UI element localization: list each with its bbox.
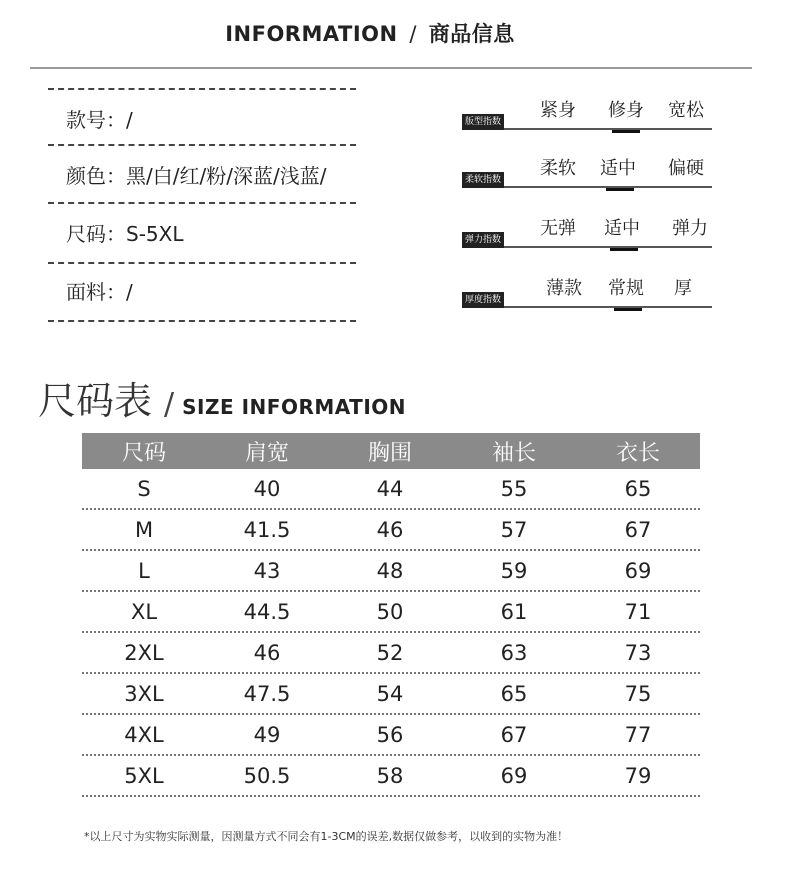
table-cell: 46: [253, 640, 281, 665]
table-row: [82, 674, 700, 715]
size-value: S-5XL: [126, 222, 184, 246]
elasticity-index: [462, 214, 762, 248]
page-header: [0, 18, 740, 48]
table-cell: 50: [376, 599, 404, 624]
selected-marker: [612, 130, 640, 133]
table-row: [82, 633, 700, 674]
table-cell: 67: [624, 517, 652, 542]
header-rule: [30, 67, 752, 69]
thickness-index: [462, 274, 762, 308]
index-label: 柔软指数: [462, 172, 504, 188]
header-cell: 尺码: [121, 440, 166, 466]
table-cell: 44.5: [243, 599, 291, 624]
size-label: 尺码：: [66, 222, 126, 246]
size-table: [82, 433, 700, 797]
size-title-en: SIZE INFORMATION: [182, 395, 406, 419]
table-cell: 58: [376, 763, 404, 788]
header-title-cn: 商品信息: [428, 22, 515, 46]
table-cell: 43: [253, 558, 281, 583]
fit-index: [462, 96, 762, 130]
table-cell: 47.5: [243, 681, 291, 706]
index-option-selected: 适中: [600, 158, 636, 179]
size-title-cn: 尺码表: [38, 379, 153, 423]
index-option: 薄款: [546, 278, 582, 299]
table-cell: L: [138, 558, 150, 583]
table-cell: 55: [500, 476, 528, 501]
index-option: 紧身: [540, 100, 576, 121]
info-style-row: [66, 104, 133, 133]
table-cell: 65: [500, 681, 528, 706]
table-row: [82, 510, 700, 551]
index-option: 柔软: [540, 158, 576, 179]
table-cell: 48: [376, 558, 404, 583]
table-cell: 67: [500, 722, 528, 747]
header-cell: 肩宽: [244, 440, 289, 466]
table-cell: 46: [376, 517, 404, 542]
size-title-separator: /: [164, 387, 175, 422]
table-cell: 56: [376, 722, 404, 747]
index-option: 弹力: [672, 218, 708, 239]
table-row: [82, 715, 700, 756]
table-cell: 5XL: [124, 763, 164, 788]
style-value: /: [126, 108, 133, 132]
info-fabric-row: [66, 276, 133, 305]
color-label: 颜色：: [66, 164, 126, 188]
table-cell: 63: [500, 640, 528, 665]
divider: [48, 144, 356, 146]
index-option-selected: 适中: [604, 218, 640, 239]
table-cell: 65: [624, 476, 652, 501]
table-header: [82, 433, 700, 469]
index-option-selected: 常规: [608, 278, 644, 299]
table-cell: 59: [500, 558, 528, 583]
index-option: 无弹: [540, 218, 576, 239]
index-option: 宽松: [668, 100, 704, 121]
table-cell: 73: [624, 640, 652, 665]
header-cell: 胸围: [367, 440, 412, 466]
header-cell: 袖长: [491, 440, 536, 466]
divider: [48, 88, 356, 90]
divider: [48, 320, 356, 322]
table-cell: 71: [624, 599, 652, 624]
table-cell: 61: [500, 599, 528, 624]
style-label: 款号：: [66, 108, 126, 132]
table-cell: XL: [130, 599, 158, 624]
selected-marker: [614, 308, 642, 311]
header-title-en: INFORMATION: [225, 22, 398, 46]
size-chart-title: [38, 370, 406, 425]
table-cell: 2XL: [124, 640, 164, 665]
table-cell: 54: [376, 681, 404, 706]
index-option: 厚: [674, 278, 692, 299]
table-cell: 69: [500, 763, 528, 788]
color-value: 黑/白/红/粉/深蓝/浅蓝/: [126, 164, 327, 188]
divider: [48, 202, 356, 204]
table-cell: 79: [624, 763, 652, 788]
header-cell: 衣长: [615, 440, 660, 466]
table-cell: 75: [624, 681, 652, 706]
softness-index: [462, 154, 762, 188]
table-cell: 50.5: [243, 763, 291, 788]
fabric-value: /: [126, 280, 133, 304]
table-row: [82, 592, 700, 633]
table-cell: 3XL: [124, 681, 164, 706]
table-cell: 49: [253, 722, 281, 747]
table-cell: 57: [500, 517, 528, 542]
table-cell: 40: [253, 476, 281, 501]
table-cell: 77: [624, 722, 652, 747]
selected-marker: [610, 248, 638, 251]
table-cell: 44: [376, 476, 404, 501]
measurement-note: *以上尺寸为实物实际测量，因测量方式不同会有1-3CM的误差,数据仅做参考，以收到的实物为准！: [84, 830, 569, 843]
table-row: [82, 469, 700, 510]
table-cell: 4XL: [124, 722, 164, 747]
table-cell: 52: [376, 640, 404, 665]
index-option: 偏硬: [668, 158, 704, 179]
index-label: 弹力指数: [462, 232, 504, 248]
info-color-row: [66, 160, 326, 189]
selected-marker: [606, 188, 634, 191]
index-label: 厚度指数: [462, 292, 504, 308]
fabric-label: 面料：: [66, 280, 126, 304]
table-row: [82, 551, 700, 592]
table-row: [82, 756, 700, 797]
divider: [48, 262, 356, 264]
table-cell: 41.5: [243, 517, 291, 542]
index-label: 版型指数: [462, 114, 504, 130]
index-option-selected: 修身: [608, 100, 644, 121]
table-cell: S: [137, 476, 151, 501]
table-cell: M: [134, 517, 154, 542]
header-separator: /: [409, 22, 417, 46]
table-cell: 69: [624, 558, 652, 583]
info-size-row: [66, 218, 183, 247]
